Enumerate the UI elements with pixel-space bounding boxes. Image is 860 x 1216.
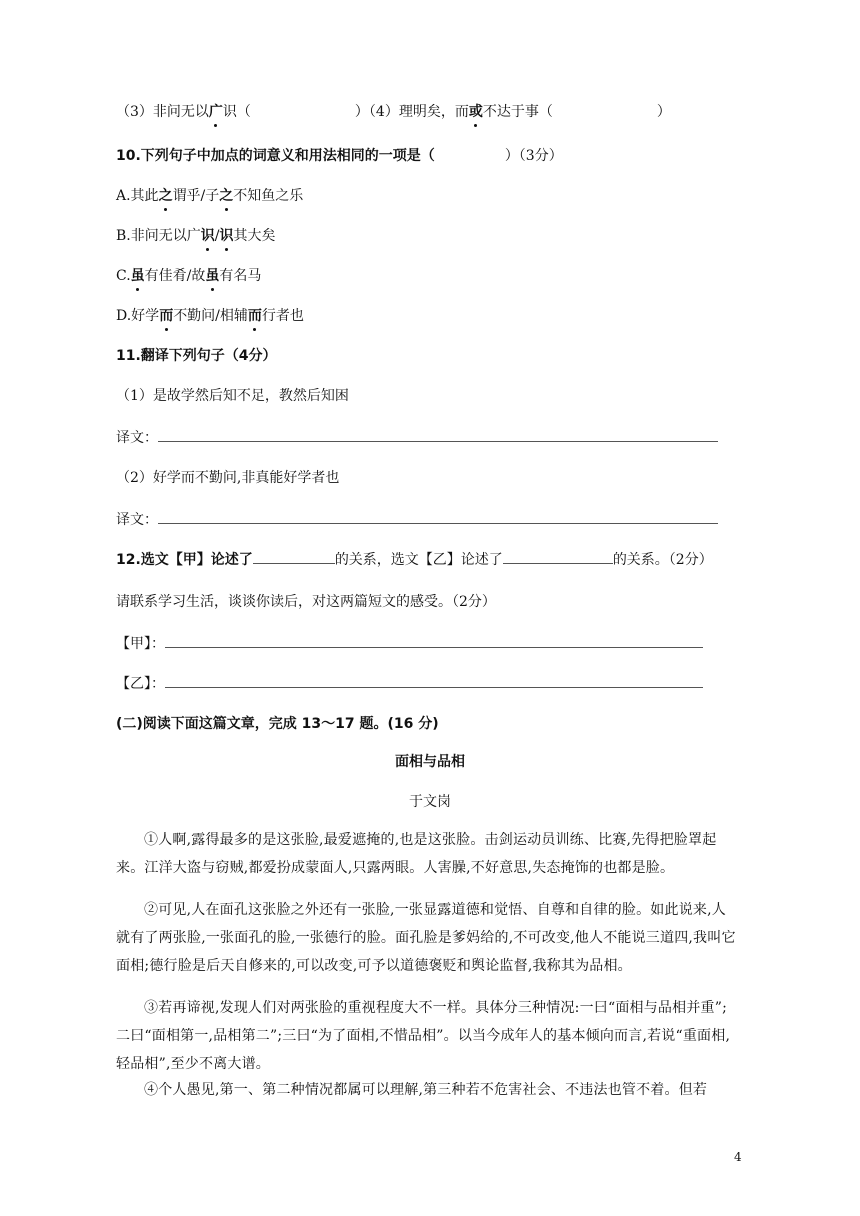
q12-answer-jia [116,634,703,654]
q9-item3-text-b: 识（ [222,104,251,120]
q12-answer-yi [116,674,703,694]
answer-label: 【乙】： [116,676,165,692]
dotted-char: 广 [208,104,223,120]
answer-line[interactable] [503,550,613,564]
answer-line[interactable] [165,634,703,648]
option-text: A.其此 [116,188,159,204]
q10-stem [116,146,563,166]
option-text: 不知鱼之乐 [233,188,304,204]
q11-answer-1 [116,428,718,448]
q9-item3-text: （3）非问无以 [116,104,209,120]
q10-option-c [116,266,261,286]
q10-points: ）（3分） [504,148,563,164]
q11-stem: 11.翻译下列句子（4分） [116,348,277,364]
dotted-char: 之 [219,188,234,204]
dotted-char: 识 [219,228,234,244]
option-text: B.非问无以广 [116,228,201,244]
dotted-char: 之 [158,188,173,204]
dotted-char: 而 [247,308,262,324]
q12-text: 12.选文【甲】论述了 [116,552,253,568]
answer-line[interactable] [253,550,335,564]
article-paragraph-3: ③若再谛视,发现人们对两张脸的重视程度大不一样。具体分三种情况:一曰“面相与品相并重”;二曰“面相第一,品相第二”;三曰“为了面相,不惜品相”。以当今成年人的基本倾向而言,若说“重面相,轻品相”,至少不离大谱。 [116,1000,731,1072]
dotted-char: 虽 [205,268,220,284]
option-text: 不勤问/相辅 [173,308,248,324]
option-text: D.好学 [116,308,160,324]
dotted-char: 虽 [130,268,145,284]
dotted-char: 而 [159,308,174,324]
q9-item4-text: ）（4）理明矣，而 [354,104,469,120]
q11-answer-2 [116,510,718,530]
article-title: 面相与品相 [395,754,465,770]
answer-label: 【甲】： [116,636,165,652]
q9-item4-text-b: 不达于事（ [482,104,553,120]
q11-sentence-1: （1）是故学然后知不足，教然后知困 [116,388,349,404]
option-text: C. [116,268,131,284]
q10-option-a [116,186,303,206]
article-paragraph-2: ②可见,人在面孔这张脸之外还有一张脸,一张显露道德和觉悟、自尊和自律的脸。如此说来,人就有了两张脸,一张面孔的脸,一张德行的脸。面孔脸是爹妈给的,不可改变,他人不能说三道四,我叫它面相;德行脸是后天自修来的,可以改变,可予以道德褒贬和舆论监督,我称其为品相。 [116,902,736,974]
article-paragraph-4: ④个人愚见,第一、第二种情况都属可以理解,第三种若不危害社会、不违法也管不着。但若 [144,1082,708,1098]
q9-line [116,102,671,122]
section-heading: (二)阅读下面这篇文章，完成 13～17 题。(16 分) [116,716,439,732]
q12-text: 的关系。（2分） [612,552,713,568]
answer-line[interactable] [158,428,718,442]
q9-close-paren: ） [656,104,671,120]
option-text: / [214,228,220,244]
option-text: 行者也 [261,308,304,324]
page-number: 4 [734,1150,742,1164]
answer-line[interactable] [158,510,718,524]
q10-option-d [116,306,304,326]
answer-label: 译文： [116,430,158,446]
option-text: 有名马 [219,268,262,284]
answer-label: 译文： [116,512,158,528]
q12-stem [116,550,713,570]
q12-text: 的关系，选文【乙】论述了 [334,552,503,568]
option-text: 其大矣 [233,228,276,244]
dotted-char: 或 [468,104,483,120]
q12-line2: 请联系学习生活，谈谈你读后，对这两篇短文的感受。（2分） [116,594,496,610]
q10-option-b [116,226,275,246]
option-text: 有佳肴/故 [144,268,206,284]
dotted-char: 识 [200,228,215,244]
article-paragraph-1: ①人啊,露得最多的是这张脸,最爱遮掩的,也是这张脸。击剑运动员训练、比赛,先得把脸罩起来。江洋大盗与窃贼,都爱扮成蒙面人,只露两眼。人害臊,不好意思,失态掩饰的也都是脸。 [116,832,717,876]
option-text: 谓乎/子 [172,188,220,204]
q10-stem-text: 10.下列句子中加点的词意义和用法相同的一项是（ [116,148,435,164]
article-author: 于文岗 [409,794,451,810]
q11-sentence-2: （2）好学而不勤问,非真能好学者也 [116,470,340,486]
answer-line[interactable] [165,674,703,688]
